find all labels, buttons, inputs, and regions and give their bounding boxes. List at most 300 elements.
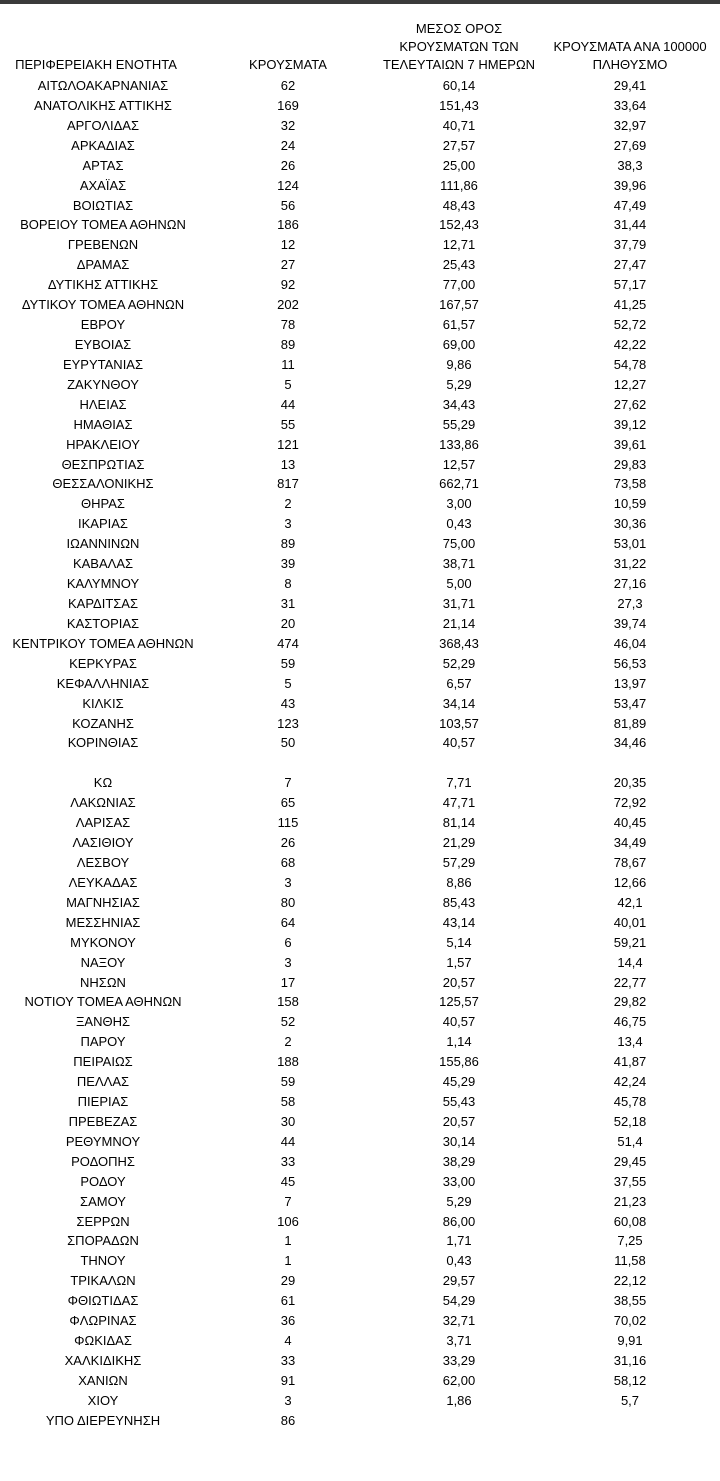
per-100000-cell: 32,97	[613, 117, 647, 133]
table-row	[0, 1092, 720, 1112]
per-100000-cell: 27,47	[613, 257, 647, 273]
table-row	[0, 494, 720, 514]
average-cell: 30,14	[442, 1133, 476, 1149]
per-100000-cell: 34,49	[613, 835, 647, 851]
table-row	[0, 1231, 720, 1251]
per-100000-cell: 29,45	[613, 1153, 647, 1169]
table-row	[0, 76, 720, 96]
table-row	[0, 1112, 720, 1132]
per-100000-cell: 13,97	[613, 675, 647, 691]
average-cell: 85,43	[442, 894, 476, 910]
per-100000-cell: 58,12	[613, 1372, 647, 1388]
per-100000-cell: 40,45	[613, 815, 647, 831]
data-table	[0, 76, 720, 1431]
cases-cell: 106	[277, 1213, 299, 1229]
table-row	[0, 395, 720, 415]
per-100000-cell: 11,58	[614, 1253, 646, 1269]
region-cell: ΚΑΒΑΛΑΣ	[72, 556, 134, 572]
table-row	[0, 893, 720, 913]
per-100000-cell: 14,4	[617, 954, 643, 970]
table-row	[0, 455, 720, 475]
average-cell: 20,57	[442, 974, 476, 990]
cases-cell: 4	[284, 1333, 292, 1349]
cases-cell: 2	[284, 1034, 292, 1050]
cases-cell: 32	[280, 117, 296, 133]
table-row	[0, 215, 720, 235]
region-cell: ΚΑΣΤΟΡΙΑΣ	[66, 615, 140, 631]
cases-cell: 474	[277, 635, 299, 651]
per-100000-cell: 57,17	[613, 277, 647, 293]
cases-cell: 20	[280, 615, 296, 631]
average-cell: 21,14	[442, 615, 476, 631]
cases-cell: 59	[280, 655, 296, 671]
region-cell: ΜΕΣΣΗΝΙΑΣ	[65, 914, 141, 930]
per-100000-cell: 78,67	[613, 854, 647, 870]
table-row	[0, 973, 720, 993]
table-row	[0, 116, 720, 136]
cases-cell: 1	[284, 1233, 292, 1249]
region-cell: ΡΟΔΟΥ	[80, 1173, 126, 1189]
average-cell: 55,43	[442, 1094, 476, 1110]
table-row	[0, 554, 720, 574]
region-cell: ΛΕΣΒΟΥ	[76, 854, 130, 870]
cases-cell: 202	[277, 297, 299, 313]
average-cell: 40,57	[442, 735, 476, 751]
region-cell: ΙΩΑΝΝΙΝΩΝ	[66, 536, 140, 552]
average-cell: 3,71	[446, 1333, 472, 1349]
cases-cell: 89	[280, 536, 296, 552]
table-row	[0, 1331, 720, 1351]
average-cell: 25,43	[442, 257, 476, 273]
per-100000-cell: 54,78	[613, 356, 647, 372]
cases-cell: 169	[277, 97, 299, 113]
per-100000-cell: 73,58	[613, 476, 647, 492]
region-cell: ΚΟΡΙΝΘΙΑΣ	[67, 735, 139, 751]
table-row	[0, 733, 720, 753]
per-100000-cell: 34,46	[613, 735, 647, 751]
region-cell: ΘΕΣΣΑΛΟΝΙΚΗΣ	[52, 476, 154, 492]
average-cell: 21,29	[442, 835, 476, 851]
table-row	[0, 136, 720, 156]
header-cases: ΚΡΟΥΣΜΑΤΑ	[249, 57, 327, 72]
table-row	[0, 514, 720, 534]
per-100000-cell: 5,7	[620, 1392, 640, 1408]
region-cell: ΑΡΚΑΔΙΑΣ	[71, 137, 135, 153]
region-cell: ΠΕΙΡΑΙΩΣ	[73, 1054, 133, 1070]
average-cell: 69,00	[442, 336, 476, 352]
average-cell: 60,14	[442, 78, 476, 93]
per-100000-cell: 51,4	[617, 1133, 643, 1149]
table-row	[0, 614, 720, 634]
average-cell: 32,71	[442, 1313, 476, 1329]
cases-cell: 12	[280, 237, 296, 253]
table-row	[0, 156, 720, 176]
cases-cell: 121	[277, 436, 299, 452]
table-row	[0, 96, 720, 116]
table-row	[0, 1251, 720, 1271]
region-cell: ΔΥΤΙΚΟΥ ΤΟΜΕΑ ΑΘΗΝΩΝ	[21, 297, 185, 313]
table-row	[0, 1072, 720, 1092]
average-cell: 31,71	[442, 595, 476, 611]
cases-cell: 6	[284, 934, 292, 950]
cases-cell: 61	[280, 1293, 296, 1309]
cases-cell: 65	[280, 795, 296, 811]
average-cell: 6,57	[446, 675, 472, 691]
cases-cell: 68	[280, 854, 296, 870]
average-cell: 47,71	[442, 795, 476, 811]
average-cell: 5,29	[446, 376, 472, 392]
region-cell: ΑΙΤΩΛΟΑΚΑΡΝΑΝΙΑΣ	[37, 78, 169, 93]
region-cell: ΜΥΚΟΝΟΥ	[70, 934, 136, 950]
table-row	[0, 992, 720, 1012]
per-100000-cell: 81,89	[613, 715, 647, 731]
region-cell: ΓΡΕΒΕΝΩΝ	[67, 237, 139, 253]
per-100000-cell: 20,35	[613, 775, 647, 791]
region-cell: ΚΟΖΑΝΗΣ	[72, 715, 134, 731]
average-cell: 1,71	[446, 1233, 472, 1249]
region-cell: ΘΕΣΠΡΩΤΙΑΣ	[61, 456, 145, 472]
per-100000-cell: 39,61	[613, 436, 647, 452]
table-row	[0, 1311, 720, 1331]
per-100000-cell: 52,18	[613, 1113, 647, 1129]
region-cell: ΕΥΒΟΙΑΣ	[74, 336, 132, 352]
average-cell: 62,00	[442, 1372, 476, 1388]
cases-cell: 80	[280, 894, 296, 910]
cases-cell: 3	[284, 516, 292, 532]
header-region: ΠΕΡΙΦΕΡΕΙΑΚΗ ΕΝΟΤΗΤΑ	[15, 57, 177, 72]
table-row	[0, 1032, 720, 1052]
region-cell: ΦΩΚΙΔΑΣ	[74, 1333, 132, 1349]
table-row	[0, 933, 720, 953]
table-row	[0, 1271, 720, 1291]
average-cell: 167,57	[439, 297, 479, 313]
region-cell: ΗΛΕΙΑΣ	[79, 396, 127, 412]
table-row	[0, 833, 720, 853]
table-row	[0, 1212, 720, 1232]
cases-cell: 31	[280, 595, 296, 611]
table-row	[0, 1012, 720, 1032]
per-100000-cell: 31,22	[613, 556, 647, 572]
table-row	[0, 873, 720, 893]
average-cell: 38,71	[442, 556, 476, 572]
average-cell: 3,00	[446, 496, 472, 512]
cases-cell: 11	[281, 356, 295, 372]
average-cell: 7,71	[446, 775, 472, 791]
region-cell: ΞΑΝΘΗΣ	[75, 1014, 131, 1030]
average-cell: 368,43	[439, 635, 479, 651]
table-row	[0, 196, 720, 216]
table-row	[0, 1291, 720, 1311]
average-cell: 45,29	[442, 1074, 476, 1090]
average-cell: 29,57	[442, 1273, 476, 1289]
table-row	[0, 1172, 720, 1192]
average-cell: 12,71	[442, 237, 476, 253]
per-100000-cell: 52,72	[613, 317, 647, 333]
region-cell: ΗΡΑΚΛΕΙΟΥ	[66, 436, 140, 452]
region-cell: ΑΡΓΟΛΙΔΑΣ	[66, 117, 140, 133]
region-cell: ΛΕΥΚΑΔΑΣ	[68, 874, 138, 890]
region-cell: ΡΕΘΥΜΝΟΥ	[65, 1133, 141, 1149]
average-cell: 5,00	[446, 576, 472, 592]
per-100000-cell: 9,91	[617, 1333, 643, 1349]
region-cell: ΒΟΡΕΙΟΥ ΤΟΜΕΑ ΑΘΗΝΩΝ	[20, 217, 186, 233]
cases-cell: 186	[277, 217, 299, 233]
per-100000-cell: 39,74	[613, 615, 647, 631]
average-cell: 25,00	[442, 157, 476, 173]
table-row	[0, 335, 720, 355]
average-cell: 34,43	[442, 396, 476, 412]
cases-cell: 50	[280, 735, 296, 751]
cases-cell: 55	[280, 416, 296, 432]
table-row	[0, 674, 720, 694]
per-100000-cell: 53,01	[613, 536, 647, 552]
per-100000-cell: 21,23	[613, 1193, 647, 1209]
average-cell: 12,57	[442, 456, 476, 472]
per-100000-cell: 46,04	[613, 635, 647, 651]
per-100000-cell: 29,83	[613, 456, 647, 472]
cases-cell: 78	[280, 317, 296, 333]
region-cell: ΣΠΟΡΑΔΩΝ	[67, 1233, 139, 1249]
region-cell: ΦΛΩΡΙΝΑΣ	[69, 1313, 137, 1329]
region-cell: ΝΟΤΙΟΥ ΤΟΜΕΑ ΑΘΗΝΩΝ	[24, 994, 182, 1010]
table-row	[0, 1132, 720, 1152]
region-cell: ΖΑΚΥΝΘΟΥ	[67, 376, 139, 392]
table-row	[0, 694, 720, 714]
region-cell: ΝΗΣΩΝ	[80, 974, 126, 990]
table-row	[0, 594, 720, 614]
per-100000-cell: 13,4	[617, 1034, 643, 1050]
region-cell: ΕΒΡΟΥ	[80, 317, 126, 333]
table-row	[0, 753, 720, 793]
per-100000-cell: 60,08	[613, 1213, 647, 1229]
per-100000-cell: 27,16	[613, 576, 647, 592]
region-cell: ΚΕΝΤΡΙΚΟΥ ΤΟΜΕΑ ΑΘΗΝΩΝ	[12, 635, 194, 651]
region-cell: ΚΙΛΚΙΣ	[82, 695, 124, 711]
table-row	[0, 1391, 720, 1411]
cases-cell: 1	[284, 1253, 292, 1269]
cases-cell: 17	[280, 974, 296, 990]
average-cell: 111,86	[440, 177, 478, 193]
cases-cell: 13	[280, 456, 296, 472]
per-100000-cell: 12,27	[613, 376, 647, 392]
region-cell: ΥΠΟ ΔΙΕΡΕΥΝΗΣΗ	[45, 1412, 161, 1428]
region-cell: ΧΑΛΚΙΔΙΚΗΣ	[64, 1353, 142, 1369]
table-row	[0, 1351, 720, 1371]
cases-cell: 62	[280, 78, 296, 93]
per-100000-cell: 7,25	[617, 1233, 643, 1249]
region-cell: ΛΑΡΙΣΑΣ	[75, 815, 131, 831]
per-100000-cell: 42,1	[617, 894, 643, 910]
per-100000-cell: 31,16	[613, 1353, 647, 1369]
cases-cell: 43	[280, 695, 296, 711]
cases-cell: 92	[280, 277, 296, 293]
table-row	[0, 355, 720, 375]
region-cell: ΦΘΙΩΤΙΔΑΣ	[67, 1293, 139, 1309]
average-cell: 86,00	[442, 1213, 476, 1229]
header-cases-per-100000: ΚΡΟΥΣΜΑΤΑ ΑΝΑ 100000 ΠΛΗΘΥΣΜΟ	[553, 39, 707, 72]
cases-cell: 8	[284, 576, 292, 592]
average-cell: 152,43	[439, 217, 479, 233]
region-cell: ΚΩ	[93, 775, 113, 791]
table-row	[0, 255, 720, 275]
cases-cell: 36	[280, 1313, 296, 1329]
average-cell: 1,57	[446, 954, 472, 970]
average-cell: 33,00	[442, 1173, 476, 1189]
per-100000-cell: 38,55	[613, 1293, 647, 1309]
average-cell: 1,86	[446, 1392, 472, 1408]
region-cell: ΛΑΣΙΘΙΟΥ	[72, 835, 134, 851]
table-row	[0, 534, 720, 554]
region-cell: ΑΧΑΪΑΣ	[79, 177, 127, 193]
average-cell: 103,57	[439, 715, 479, 731]
header-7day-average: ΜΕΣΟΣ ΟΡΟΣ ΚΡΟΥΣΜΑΤΩΝ ΤΩΝ ΤΕΛΕΥΤΑΙΩΝ 7 ΗΜΕΡΩΝ	[382, 21, 536, 72]
per-100000-cell: 31,44	[613, 217, 647, 233]
cases-cell: 123	[277, 715, 299, 731]
per-100000-cell: 45,78	[613, 1094, 647, 1110]
average-cell: 0,43	[446, 516, 472, 532]
cases-cell: 86	[280, 1412, 296, 1428]
cases-cell: 7	[284, 775, 292, 791]
region-cell: ΚΑΛΥΜΝΟΥ	[66, 576, 140, 592]
region-cell: ΔΡΑΜΑΣ	[76, 257, 130, 273]
average-cell: 40,71	[442, 117, 476, 133]
cases-cell: 30	[280, 1113, 296, 1129]
cases-cell: 58	[280, 1094, 296, 1110]
region-cell: ΣΑΜΟΥ	[80, 1193, 126, 1209]
table-row	[0, 235, 720, 255]
cases-cell: 115	[277, 815, 299, 831]
region-cell: ΚΕΦΑΛΛΗΝΙΑΣ	[56, 675, 150, 691]
table-row	[0, 654, 720, 674]
table-row	[0, 275, 720, 295]
per-100000-cell: 37,79	[613, 237, 647, 253]
region-cell: ΚΕΡΚΥΡΑΣ	[69, 655, 137, 671]
cases-cell: 45	[280, 1173, 296, 1189]
average-cell: 81,14	[442, 815, 476, 831]
average-cell: 33,29	[442, 1353, 476, 1369]
average-cell: 125,57	[439, 994, 479, 1010]
average-cell: 40,57	[442, 1014, 476, 1030]
per-100000-cell: 40,01	[613, 914, 647, 930]
average-cell: 57,29	[442, 854, 476, 870]
cases-cell: 44	[280, 1133, 296, 1149]
region-cell: ΤΡΙΚΑΛΩΝ	[70, 1273, 136, 1289]
average-cell: 48,43	[442, 197, 476, 213]
per-100000-cell: 56,53	[613, 655, 647, 671]
cases-cell: 33	[280, 1353, 296, 1369]
average-cell: 5,14	[446, 934, 472, 950]
region-cell: ΘΗΡΑΣ	[81, 496, 125, 512]
average-cell: 20,57	[442, 1113, 476, 1129]
average-cell: 662,71	[439, 476, 479, 492]
per-100000-cell: 27,62	[613, 396, 647, 412]
cases-cell: 33	[280, 1153, 296, 1169]
table-row	[0, 1371, 720, 1391]
average-cell: 75,00	[442, 536, 476, 552]
cases-cell: 27	[280, 257, 296, 273]
cases-cell: 29	[280, 1273, 296, 1289]
region-cell: ΣΕΡΡΩΝ	[76, 1213, 130, 1229]
per-100000-cell: 30,36	[613, 516, 647, 532]
per-100000-cell: 42,22	[613, 336, 647, 352]
cases-cell: 158	[277, 994, 299, 1010]
region-cell: ΝΑΞΟΥ	[80, 954, 126, 970]
per-100000-cell: 29,41	[613, 78, 647, 93]
cases-cell: 5	[284, 376, 292, 392]
average-cell: 8,86	[446, 874, 472, 890]
average-cell: 27,57	[442, 137, 476, 153]
average-cell: 77,00	[442, 277, 476, 293]
table-row	[0, 1411, 720, 1431]
per-100000-cell: 47,49	[613, 197, 647, 213]
cases-cell: 91	[280, 1372, 296, 1388]
per-100000-cell: 29,82	[613, 994, 647, 1010]
cases-cell: 2	[284, 496, 292, 512]
cases-cell: 26	[280, 835, 296, 851]
per-100000-cell: 38,3	[617, 157, 643, 173]
region-cell: ΔΥΤΙΚΗΣ ΑΤΤΙΚΗΣ	[47, 277, 159, 293]
average-cell: 34,14	[442, 695, 476, 711]
per-100000-cell: 39,96	[613, 177, 647, 193]
average-cell: 133,86	[439, 436, 479, 452]
table-row	[0, 913, 720, 933]
table-row	[0, 953, 720, 973]
cases-cell: 39	[280, 556, 296, 572]
per-100000-cell: 12,66	[613, 874, 647, 890]
cases-cell: 59	[280, 1074, 296, 1090]
table-row	[0, 793, 720, 813]
region-cell: ΚΑΡΔΙΤΣΑΣ	[67, 595, 139, 611]
region-cell: ΡΟΔΟΠΗΣ	[71, 1153, 135, 1169]
table-row	[0, 415, 720, 435]
cases-cell: 188	[277, 1054, 299, 1070]
table-row	[0, 295, 720, 315]
per-100000-cell: 59,21	[613, 934, 647, 950]
cases-cell: 3	[284, 1392, 292, 1408]
average-cell: 55,29	[442, 416, 476, 432]
region-cell: ΠΡΕΒΕΖΑΣ	[68, 1113, 138, 1129]
per-100000-cell: 53,47	[613, 695, 647, 711]
cases-cell: 89	[280, 336, 296, 352]
cases-cell: 5	[284, 675, 292, 691]
region-cell: ΤΗΝΟΥ	[80, 1253, 126, 1269]
region-cell: ΠΕΛΛΑΣ	[76, 1074, 130, 1090]
cases-cell: 124	[277, 177, 299, 193]
table-row	[0, 375, 720, 395]
cases-cell: 3	[284, 954, 292, 970]
per-100000-cell: 41,25	[613, 297, 647, 313]
region-cell: ΒΟΙΩΤΙΑΣ	[72, 197, 134, 213]
per-100000-cell: 27,69	[613, 137, 647, 153]
region-cell: ΙΚΑΡΙΑΣ	[78, 516, 128, 532]
per-100000-cell: 27,3	[617, 595, 643, 611]
cases-cell: 26	[280, 157, 296, 173]
average-cell: 52,29	[442, 655, 476, 671]
cases-cell: 64	[280, 914, 296, 930]
region-cell: ΗΜΑΘΙΑΣ	[73, 416, 133, 432]
average-cell: 0,43	[446, 1253, 472, 1269]
cases-cell: 3	[284, 874, 292, 890]
cases-cell: 7	[284, 1193, 292, 1209]
per-100000-cell: 22,77	[613, 974, 647, 990]
cases-cell: 52	[280, 1014, 296, 1030]
table-row	[0, 714, 720, 734]
region-cell: ΜΑΓΝΗΣΙΑΣ	[66, 894, 140, 910]
table-row	[0, 1052, 720, 1072]
per-100000-cell: 46,75	[613, 1014, 647, 1030]
per-100000-cell: 70,02	[613, 1313, 647, 1329]
table-row	[0, 315, 720, 335]
